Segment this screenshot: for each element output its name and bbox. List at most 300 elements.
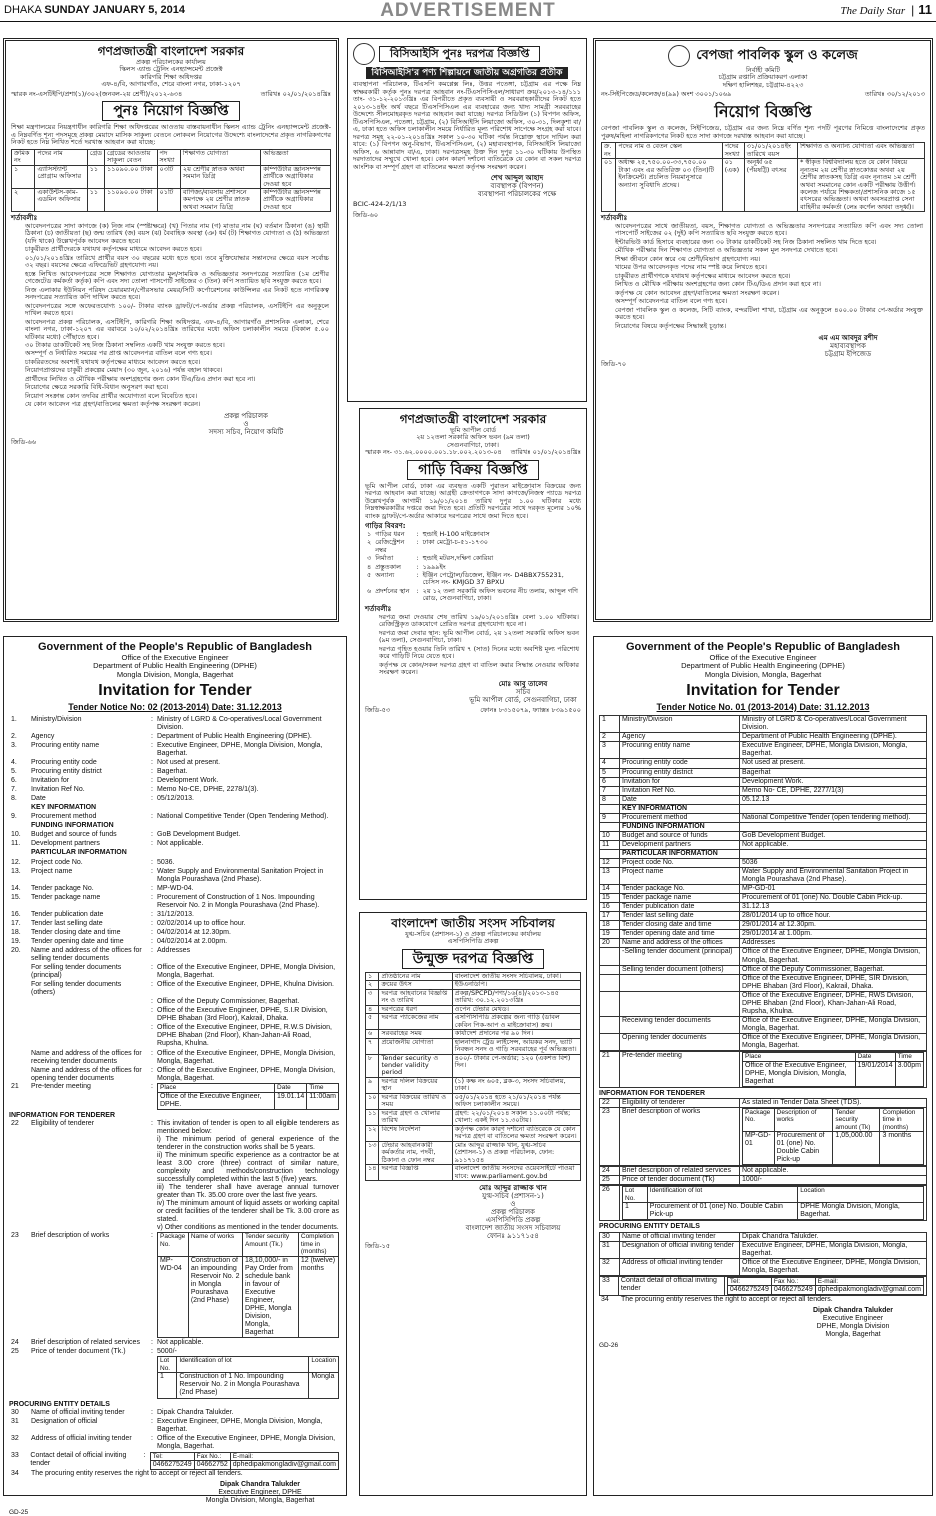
ad1-condition-text: আবেদনপত্রের সঙ্গে অফেরতযোগ্য ১০০/- টাকার ব্যাংক ড্রাফট/পে-অর্ডার প্রকল্প পরিচালক, এসটিইপি এর অনুকূলে দাখিল করতে হবে। bbox=[25, 301, 329, 318]
tl-brief: 23 Brief description of works : Package No. Name of works Tender security Amount (Tk.) Completion time in (months) MP-WD-04 Construction of an impounding Reservoir No. 2 in Mongla Pourashava (2nd Phase) 18,10,000/- in Pay Order from schedule bank in favour of Executive Engineer, DPHE, Mongla Division, Mongla, Bagerhat 12 (twelve) months bbox=[9, 1232, 341, 1338]
masthead bbox=[0, 0, 936, 22]
ad4-sign-project: এসপিসিপিডি প্রকল্প bbox=[485, 1216, 541, 1225]
tl-row-cell: For selling tender documents (principal) bbox=[31, 964, 122, 980]
tr-row bbox=[600, 804, 927, 813]
tl-lot-header: Identification of lot bbox=[177, 1357, 309, 1373]
ad5-condition-text: লিখিত ও মৌখিক পরীক্ষায় অংশগ্রহণের জন্য কোন টিএ/ডিএ প্রদান করা হবে না। bbox=[615, 280, 821, 289]
tl-final-text: The procuring entity reserves the right to accept or reject all tenders. bbox=[31, 1470, 243, 1478]
tl-notice: Tender Notice No: 02 (2013-2014) Date: 31.12.2013 bbox=[68, 701, 282, 712]
tl-row2-cell: 25 bbox=[11, 1347, 19, 1355]
tl-row-cell: 20. bbox=[11, 946, 21, 954]
ad3-conditions-title: শর্তাবলীঃ bbox=[365, 605, 392, 614]
colon: : bbox=[151, 1066, 153, 1074]
ad4-row-cell: ৮ bbox=[366, 1054, 379, 1077]
tl-row bbox=[9, 822, 341, 831]
ad3-detail-row bbox=[365, 555, 581, 563]
ad3-detail-row-cell: নির্মাতা bbox=[375, 554, 394, 563]
ad1-cell: ১১০৯০.০০ টাকা bbox=[104, 188, 157, 211]
ad4-row-cell: প্রয়োজনীয় যোগ্যতা bbox=[379, 1038, 452, 1054]
tl-row bbox=[9, 867, 341, 884]
ad4-row-cell: দরপত্র বিক্রয়ের তারিখ ও সময় bbox=[379, 1093, 452, 1109]
tl-row-cell bbox=[9, 998, 29, 1007]
ad2-sign-role: ব্যবস্থাপক (বিপণন) bbox=[490, 182, 544, 191]
ad4-row-cell: Tender security ও tender validity period bbox=[379, 1054, 452, 1077]
tr-final bbox=[599, 1296, 927, 1304]
ad5-cell: ০১ bbox=[602, 159, 616, 212]
tl-eligibility-item: v) Other conditions as mentioned in the tender documents. bbox=[157, 1224, 339, 1232]
ad1-table-row bbox=[12, 165, 331, 188]
tr-pre-date: 19/01/2014 bbox=[855, 1061, 895, 1086]
tl-sign-name: Dipak Chandra Talukder bbox=[219, 1481, 300, 1489]
tr-row-cell bbox=[600, 804, 620, 813]
colon: : bbox=[151, 946, 153, 954]
tr-row2-cell: 24 bbox=[600, 1167, 620, 1176]
tr-row-cell: Tender package No. bbox=[620, 885, 740, 894]
tr-row-cell: Selling tender document (others) bbox=[620, 965, 740, 974]
tl-row-cell: Office of the Executive Engineer, DPHE, Khulna Division. bbox=[157, 981, 334, 989]
ad1-cell: ২ bbox=[12, 188, 35, 211]
ad4-sign-name: মোঃ আব্দুর রাজ্জাক খান bbox=[479, 1184, 547, 1193]
tr-brief-header: Completion time in (months) bbox=[880, 1108, 924, 1131]
tr-row-cell: Department of Public Health Engineering (DPHE). bbox=[740, 733, 927, 742]
tl-row-cell: Tender publication date bbox=[31, 910, 104, 918]
tr-row-cell: 17 bbox=[600, 912, 620, 921]
tl-row-cell: Tender last selling date bbox=[31, 919, 103, 927]
ad1-table bbox=[11, 149, 331, 213]
colon: : bbox=[151, 998, 153, 1006]
tl-brief-label: Brief description of works bbox=[31, 1232, 110, 1240]
tl-row-cell: Agency bbox=[31, 732, 55, 740]
tl-lot-header: Location bbox=[309, 1357, 339, 1373]
ad5-col-header: ৩১/০১/২০১৪ইং তারিখে বয়স bbox=[744, 143, 797, 159]
tr-row bbox=[600, 1016, 927, 1033]
ad1-cell: ০১টি bbox=[157, 188, 180, 211]
tr-row bbox=[600, 831, 927, 840]
tr-row bbox=[600, 991, 927, 1016]
tr-row-cell: FUNDING INFORMATION bbox=[620, 822, 740, 831]
tl-row-cell: Budget and source of funds bbox=[31, 831, 117, 839]
ad5-condition-text: খামের উপর আবেদনকৃত পদের নাম স্পষ্ট করে লিখতে হবে। bbox=[615, 263, 767, 272]
ad1-memo-date: তারিখঃ ০২/০১/২০১৪খ্রিঃ bbox=[260, 89, 331, 98]
ad1-condition bbox=[11, 222, 331, 245]
tl-row bbox=[9, 732, 341, 741]
colon: : bbox=[151, 831, 153, 839]
tr-row-cell: PARTICULAR INFORMATION bbox=[620, 849, 740, 858]
tl-row-cell: 2. bbox=[11, 732, 17, 740]
ad1-condition-text: প্রার্থীদের লিখিত ও মৌখিক পরীক্ষায় অংশগ্রহণের জন্য কোন টিএ/ডিএ প্রদান করা হবে না। bbox=[25, 374, 256, 383]
colon: : bbox=[151, 1435, 153, 1443]
ad1-cell: এ্যাসিস্ট্যান্ট প্রোগ্রাম অফিসার bbox=[35, 165, 87, 188]
tl-row-cell: 02/02/2014 up to office hour. bbox=[157, 919, 246, 927]
ad3-code: জিডি-৫৩ bbox=[365, 706, 391, 715]
ad1-sub3: কারিগরি শিক্ষা অধিদপ্তর bbox=[139, 72, 203, 81]
tl-eligibility-item: i) The minimum period of general experience of the tenderer in the construction works shall be 5 years. bbox=[157, 1135, 339, 1151]
tl-row3 bbox=[9, 1409, 341, 1418]
tl-eligibility-item: This invitation of tender is open to all eligible tenderers as mentioned below: bbox=[157, 1119, 339, 1135]
ad4-table bbox=[365, 972, 581, 1181]
ad1-heading: পুনঃ নিয়োগ বিজ্ঞপ্তি bbox=[102, 101, 239, 121]
tl-row-cell: 04/02/2014 at 12.30pm. bbox=[157, 928, 231, 936]
ad4-code: জিডি-১৫ bbox=[365, 1242, 391, 1251]
tr-row-cell: Procurement method bbox=[620, 813, 740, 822]
ad4-row-cell: দরপত্র আহবানের বিজ্ঞপ্তি নং ও তারিখ bbox=[379, 989, 452, 1005]
tr-row3 bbox=[600, 1241, 927, 1258]
ad4-row bbox=[366, 1014, 581, 1030]
tl-brief-cell: 18,10,000/- in Pay Order from schedule bank in favour of Executive Engineer, DPHE, Mongla Division, Mongla, Bagerhat bbox=[243, 1256, 299, 1337]
tr-elig-text: As stated in Tender Data Sheet (TDS). bbox=[740, 1098, 927, 1107]
ad1-condition-text: নিয়োগ সংক্রান্ত কোন তদবির প্রার্থীর অযোগ্যতা বলে বিবেচিত হবে। bbox=[25, 391, 198, 400]
tr-row3-cell: Executive Engineer, DPHE, Mongla Division, Mongla, Bagerhat. bbox=[740, 1241, 927, 1258]
tl-brief-cell: MP-WD-04 bbox=[158, 1256, 189, 1337]
ad1-conditions bbox=[11, 222, 331, 409]
tl-row-cell: Ministry of LGRD & Co-operatives/Local Government Division. bbox=[157, 715, 322, 731]
ad5-condition-text: শিক্ষা জীবনে কোন স্তরে ৩য় শ্রেণী/বিভাগ গ্রহণযোগ্য নয়। bbox=[615, 254, 761, 263]
tr-sign-name: Dipak Chandra Talukder bbox=[812, 1307, 893, 1315]
tr-row3-cell: 30 bbox=[600, 1232, 620, 1241]
colon: : bbox=[151, 795, 153, 803]
tr-row-cell: Bagerhat bbox=[740, 768, 927, 777]
ad5-code: জিডি-৭০ bbox=[601, 359, 627, 368]
ad2-sign-behalf: ব্যবস্থাপনা পরিচালকের পক্ষে bbox=[477, 190, 557, 199]
ad5-sub3: দক্ষিণ হালিশহর, চট্টগ্রাম-৪২২৩ bbox=[722, 80, 804, 89]
tr-row-cell: Procurement of 01 (one) No. Double Cabin Pick-up. bbox=[740, 894, 927, 903]
ad5-sub1: নির্বাহী কমিটি bbox=[745, 66, 780, 74]
ad3-detail-row-cell: ২ bbox=[367, 538, 372, 547]
ad5-heading: নিয়োগ বিজ্ঞপ্তি bbox=[714, 101, 812, 121]
ad4-title: বাংলাদেশ জাতীয় সংসদ সচিবালয় bbox=[391, 916, 555, 930]
ad4-row-cell: প্রতিষ্ঠানের নাম bbox=[379, 972, 452, 980]
ad3-condition bbox=[365, 613, 581, 629]
colon: : bbox=[151, 758, 153, 766]
ad3-detail-row bbox=[365, 587, 581, 603]
ad5-table-row bbox=[602, 159, 925, 212]
tr-row-cell: Tender publication date bbox=[620, 903, 740, 912]
ad3-memo-line bbox=[365, 449, 581, 456]
ad1-cell: ০৩টি bbox=[157, 165, 180, 188]
colon: : bbox=[151, 884, 153, 892]
tr-row3-cell: Designation of official inviting tender bbox=[620, 1241, 740, 1258]
tl-contact-header: E-mail: bbox=[230, 1452, 338, 1460]
tl-pretender: 21 Pre-tender meeting : Place Date Time Office of the Executive Engineer, DPHE. 19.01.14 11:00am bbox=[9, 1083, 341, 1110]
ad5-condition-text: আবেদনপত্রের সাথে জাতীয়তা, বয়স, শিক্ষাগত যোগ্যতা ও অভিজ্ঞতার সনদপত্রের সত্যায়িত কপি এবং সদ্য তোলা পাসপোর্ট সাইজের ০২ (দুই) কপি সত্যায়িত ছবি সংযুক্ত করতে হবে। bbox=[615, 221, 923, 238]
tr-sign-division: DPHE, Mongla Division bbox=[816, 1323, 890, 1331]
tl-office3: Mongla Division, Mongla, Bagerhat bbox=[116, 669, 234, 679]
tl-row-cell: Development partners bbox=[31, 840, 100, 848]
tr-sign-role: Executive Engineer bbox=[822, 1315, 884, 1323]
tr-brief-cell: Procurement of 01 (one) No. Double Cabin Pick-up bbox=[774, 1132, 833, 1165]
tr-row-cell: Tender last selling date bbox=[620, 912, 740, 921]
ad4-row-cell: বাংলাদেশ জাতীয় সংসদের ওয়েবসাইটে পাওয়া যাবে: www.parliament.gov.bd bbox=[452, 1165, 580, 1181]
ad3-condition-text: দরপত্র জমা দেবার স্থান: ভূমি আপীল বোর্ড, ২য় ১২তলা সরকারি অফিস ভবন (৯ম তলা), সেগুনবাগিচা, ঢাকা। bbox=[379, 628, 579, 645]
ad1-condition-text: নিয়োগের ক্ষেত্রে সরকারি বিধি-বিধান অনুসরণ করা হবে। bbox=[25, 383, 169, 392]
ad3-detail-row-cell: ১৯৯৯ইং bbox=[422, 562, 446, 571]
tl-row-cell: KEY INFORMATION bbox=[31, 804, 97, 812]
tr-contact-cell: dphedipakmongladiv@gmail.com bbox=[815, 1286, 923, 1295]
tr-row-cell: 12 bbox=[600, 859, 620, 868]
tl-row bbox=[9, 964, 341, 981]
tr-row bbox=[600, 768, 927, 777]
tr-row-cell: 29/01/2014 at 1.00pm. bbox=[740, 930, 927, 939]
tr-row-cell: Development partners bbox=[620, 840, 740, 849]
tl-row2-cell: 5000/- bbox=[157, 1347, 177, 1355]
ad3-sub2: ২য় ১২তলা সরকারি অফিস ভবন (৯ম তলা) bbox=[416, 433, 530, 442]
ad1-condition-text: আবেদনপত্রের সাদা কাগজে (ক) নিজ নাম (স্পষ্টাক্ষরে) (খ) পিতার নাম (গ) মাতার নাম (ঘ) বর্তমান ঠিকানা (ঙ) স্থায়ী ঠিকানা (চ) জাতীয়তা (ছ) জন্ম তারিখ (জ) বয়স (ঝ) বৈবাহিক অবস্থা (ঞ) ধর্ম (ট) শিক্ষাগত যোগ্যতা ও (ঠ) অভিজ্ঞতা (যদি থাকে) উল্লেখপূর্বক আবেদন করতে হবে। bbox=[25, 221, 329, 245]
colon: : bbox=[151, 1338, 153, 1346]
tl-contact: 33 Contact detail of official inviting tender : Tel: Fax No.: E-mail: 0466275249 04662752 dphedipakmongladiv@gmail.com bbox=[9, 1452, 341, 1471]
tl-row-cell: Executive Engineer, DPHE, Mongla Division, Mongla, Bagerhat. bbox=[157, 741, 323, 757]
tr-row-cell: 8 bbox=[600, 795, 620, 804]
tl-row bbox=[9, 795, 341, 804]
ad4-sign-and: ও bbox=[510, 1200, 516, 1209]
ad4-row bbox=[366, 1030, 581, 1038]
colon: : bbox=[151, 1418, 153, 1426]
tl-row bbox=[9, 937, 341, 946]
tr-gov: Government of the People's Republic of Bangladesh bbox=[626, 641, 900, 653]
tr-row bbox=[600, 795, 927, 804]
tl-brief-cell: Construction of an impounding Reservoir No. 2 in Mongla Pourashava (2nd Phase) bbox=[188, 1256, 242, 1337]
tl-row-cell: MP-WD-04. bbox=[157, 884, 194, 892]
ad-parliament-tender bbox=[359, 912, 587, 1496]
ad1-sign-and: ও bbox=[243, 420, 249, 429]
ad3-detail-row-cell: ২য় ১২ তলা সরকারি অফিস ভবনের নীচ তলায়, আব্দুল গণি রোড, সেগুনবাগিচা, ঢাকা। bbox=[422, 586, 578, 603]
ad4-sign-phone: ফোনঃ ৯১১৭১৫৪ bbox=[487, 1232, 539, 1241]
tr-row bbox=[600, 777, 927, 786]
tl-contact-cell: 04662752 bbox=[194, 1461, 230, 1470]
ad1-cell: ১১ bbox=[87, 165, 104, 188]
ad1-code: জিডি-৬৬ bbox=[11, 438, 37, 447]
tl-row3-cell: Name of official inviting tender bbox=[31, 1409, 125, 1417]
tr-row bbox=[600, 921, 927, 930]
tl-row-cell: Tender opening date and time bbox=[31, 937, 124, 945]
tr-row3-cell: Office of the Executive Engineer, DPHE, Mongla Division, Mongla, Bagerhat. bbox=[740, 1258, 927, 1275]
tl-row-cell: 10. bbox=[11, 831, 21, 839]
tr-office2: Department of Public Health Engineering (DPHE) bbox=[681, 661, 845, 671]
ad2-body: ব্যবস্থাপনা পরিচালক, টিএসপি কমপ্লেক্স লিঃ, উত্তর পতেঙ্গা, চট্টগ্রাম এর পক্ষে নিম্ন স্বাক্ষরকারী কর্তৃক পুনঃ দরপত্র আহবান নং-টিএসপিসিএল/সাধারণ ক্রয়/২০১৩-১৪/১১১ তাং- ৩১-১২-২০১৩খ্রিঃ এর বিপরীতে প্রকৃত ব্যবসায়ী ও সরবরাহকারীদের নিকট হতে ২০১৩-১৪ইং অর্থ বছরে টিএসপিসিএল এর ব্যবহারের জন্য খাদ্য সামগ্রী সরবরাহের উদ্দেশ্যে সীলমোহরকৃত দরপত্র আহবান করা যাচ্ছে। দরপত্র সিডিউল (১) বিপণন অফিস, টিএসপিসিএল, পতেঙ্গা, চট্টগ্রাম, (২) বিসিআইসি লিয়াজো অফিস, ৩০-৩১, দিলকুশা বা/এ, ঢাকা হতে অফিস চলাকালীন সময়ে নির্ধারিত মূল্য পরিশোধ সাপেক্ষে সংগ্রহ করা যাবে। দরপত্র সমূহ ২২-০১-২০১৪খ্রিঃ সকাল ১০-৩০ ঘটিকা পর্যন্ত নিম্নোক্ত স্থানে দাখিল করা যাবে: (১) বিপণন অনু-বিভাগ, টিএসপিসিএল, (২) মহাব্যবস্থাপক, বিসিআইসি লিয়াজো অফিস, ৬ আন্নাবাদ বা/এ, ঢাকা। দরপত্রসমূহ উক্ত দিন দুপুর ১১-৩০ ঘটিকায় উপস্থিত দরদাতাদের সম্মুখে খোলা হবে। কোন কারণ দর্শানো ব্যতিরেকে যে কোন বা সকল দরপত্র আংশিক বা সম্পূর্ণ গ্রহণ বা বাতিলের ক্ষমতা কর্তৃপক্ষ সংরক্ষণ করেন। bbox=[353, 80, 581, 171]
tl-row-cell bbox=[29, 998, 149, 1007]
ad3-detail-row-cell: ইঞ্জিন পেট্রোল/ডিজেল, ইঞ্জিন নং- D4BBX755231, চেসিস নং- KMJGD 37 BPXU bbox=[422, 571, 564, 587]
tr-row-cell: Office of the Executive Engineer, DPHE, SIR Division, DPHE Bhaban (3rd Floor), Kakrail, Dhaka. bbox=[740, 974, 927, 991]
ad4-row-cell: ০৫/০১/২০১৪ হতে ২১/০১/২০১৪ পর্যন্ত অফিস চলাকালীন সময়ে। bbox=[452, 1093, 580, 1109]
tl-row bbox=[9, 840, 341, 849]
tr-row-cell: Development Work. bbox=[740, 777, 927, 786]
tr-row-cell: 6 bbox=[600, 777, 620, 786]
ad1-col-header: শিক্ষাগত যোগ্যতা bbox=[180, 149, 260, 165]
tr-row-cell: 31.12.13 bbox=[740, 903, 927, 912]
tr-final-text: The procuring entity reserves the right to accept or reject all tenders. bbox=[621, 1296, 833, 1304]
masthead-city: DHAKA bbox=[4, 4, 42, 16]
tr-row-cell bbox=[600, 849, 620, 858]
tl-row bbox=[9, 1066, 341, 1083]
ad5-memo: নং-সিইপিজেড/কলেজ/৪(৯৯) অংশ ৩০০১/১০৬৯ bbox=[601, 90, 732, 99]
tr-brief-header: Tender security amount (Tk) bbox=[833, 1108, 880, 1131]
tr-rows2 bbox=[599, 1166, 927, 1185]
ad2-header bbox=[353, 43, 581, 65]
tr-pre-place-h: Place bbox=[743, 1053, 856, 1061]
ad4-row bbox=[366, 1077, 581, 1093]
tl-row bbox=[9, 1049, 341, 1066]
tr-row3-cell: Address of official inviting tender bbox=[620, 1258, 740, 1275]
ad3-condition-text: কর্তৃপক্ষ যে কোন/সকল দরপত্র গ্রহণ বা বাতিল করার সিদ্ধান্ত নেওয়ার অধিকার সংরক্ষণ করেন। bbox=[379, 660, 579, 677]
tr-row3-cell: 32 bbox=[600, 1258, 620, 1275]
tr-row-cell: Office of the Executive Engineer, DPHE, Mongla Division, Mongla, Bagerhat. bbox=[740, 1016, 927, 1033]
colon: : bbox=[416, 562, 419, 571]
tl-brief-cell: 12 (twelve) months bbox=[298, 1256, 338, 1337]
tl-row3-cell: 32 bbox=[11, 1435, 19, 1443]
tl-row bbox=[9, 804, 341, 813]
tl-row-cell: Department of Public Health Engineering (DPHE). bbox=[157, 732, 312, 740]
ad1-col-header: পদের নাম bbox=[35, 149, 87, 165]
tr-row bbox=[600, 742, 927, 759]
ad4-row bbox=[366, 981, 581, 989]
colon: : bbox=[416, 538, 419, 547]
tr-row bbox=[600, 948, 927, 965]
tl-row bbox=[9, 768, 341, 777]
ad5-condition-text: অসম্পূর্ণ আবেদনপত্র বাতিল বলে গণ্য হবে। bbox=[615, 297, 728, 306]
tr-lot-no: 26 bbox=[600, 1186, 620, 1221]
tr-row bbox=[600, 965, 927, 974]
ad1-address: এফ-৪/বি, আগারগাঁও, শেরে বাংলা নগর, ঢাকা-১২০৭ bbox=[101, 80, 241, 89]
ad3-detail-row-cell: প্রস্তুতকাল bbox=[375, 562, 401, 571]
tr-row-cell: 19 bbox=[600, 930, 620, 939]
tl-row3-cell: Executive Engineer, DPHE, Mongla Division, Mongla, Bagerhat. bbox=[157, 1418, 323, 1434]
ad4-row-cell: দরপত্র গ্রহণ ও খোলার তারিখ bbox=[379, 1109, 452, 1125]
tl-row3-cell: Dipak Chandra Talukder. bbox=[157, 1409, 234, 1417]
tl-row-cell: Tender package No. bbox=[31, 884, 94, 892]
tr-row-cell: Invitation for bbox=[620, 777, 740, 786]
tr-elig-label: Eligibility of tenderer bbox=[620, 1098, 740, 1107]
tr-row bbox=[600, 974, 927, 991]
tr-row bbox=[600, 733, 927, 742]
tl-row-cell: Office of the Executive Engineer, DPHE, Mongla Division, Mongla, Bagerhat. bbox=[157, 964, 336, 980]
tr-row-cell: 9 bbox=[600, 813, 620, 822]
ad5-condition bbox=[601, 281, 925, 289]
tl-row-cell: 14. bbox=[11, 884, 21, 892]
ad1-condition-text: আবেদনপত্র প্রকল্প পরিচালক, এসটিইপি, কারিগরি শিক্ষা অধিদপ্তর, এফ-৪/বি, আগারগাঁও প্রশাসনিক এলাকা, শেরে বাংলা নগর, ঢাকা-১২০৭ এর বরাবরে ১০/০২/২০১৪খ্রিঃ তারিখের মধ্যে অফিস চলাকালীন সময়ে (বিকাল ৫.০০ ঘটিকার মধ্যে) পৌঁছাতে হবে। bbox=[25, 317, 329, 341]
tl-row-cell: For selling tender documents (others) bbox=[31, 981, 122, 997]
tl-row bbox=[9, 813, 341, 822]
tl-lot bbox=[9, 1356, 341, 1398]
ad1-condition bbox=[11, 254, 331, 270]
tl-brief-header: Tender security Amount (Tk.) bbox=[243, 1233, 299, 1256]
tl-rows2 bbox=[9, 1338, 341, 1356]
ad4-row-cell: দরপত্র দলিল বিক্রয়ের স্থান bbox=[379, 1077, 452, 1093]
tr-lot-cell: DPHE Mongla Division, Mongla, Bagerhat. bbox=[798, 1203, 924, 1220]
ad4-row bbox=[366, 1038, 581, 1054]
tr-final-no: 34 bbox=[601, 1296, 609, 1304]
ad5-condition-text: নিয়োগের বিষয়ে কর্তৃপক্ষের সিদ্ধান্তই চূড়ান্ত। bbox=[615, 321, 727, 330]
tl-eligibility-item: iv) The minimum amount of liquid assets or working capital or credit facilities of the tenderer shall be Tk. 3.00 crore as stated. bbox=[157, 1200, 339, 1224]
tr-row-cell: Not applicable. bbox=[740, 840, 927, 849]
tl-row2-cell: Brief description of related services bbox=[31, 1338, 140, 1346]
tl-row-cell: 3. bbox=[11, 741, 17, 749]
tl-info-title: INFORMATION FOR TENDERER bbox=[9, 1111, 116, 1119]
ad3-footer bbox=[365, 707, 581, 714]
tl-row-cell: Name and address of the offices for receiving tender documents bbox=[31, 1049, 142, 1065]
ad4-row-cell: বিশেষ নির্দেশনা bbox=[379, 1125, 452, 1141]
tl-row-cell: 19. bbox=[11, 937, 21, 945]
ad1-cell: কম্পিউটার জ্ঞানসম্পন্ন প্রার্থীকে অগ্রাধিকার দেওয়া হবে bbox=[261, 165, 331, 188]
tr-title: Invitation for Tender bbox=[686, 681, 840, 699]
tl-row2-cell: Price of tender document (Tk.) bbox=[31, 1347, 126, 1355]
colon: : bbox=[151, 1409, 153, 1417]
ad4-row-cell: বাংলাদেশ জাতীয় সংসদ সচিবালয়, ঢাকা। bbox=[452, 972, 580, 980]
ad4-row-cell: এসপিসিপিডি প্রকল্পের জন্য গাড়ি (ডাবল কেবিন পিক-আপ ও মাইক্রোবাস) ক্রয়। bbox=[452, 1014, 580, 1030]
ad1-condition bbox=[11, 286, 331, 302]
tr-row-cell: Opening tender documents bbox=[620, 1033, 740, 1050]
tl-contact-header: Tel: bbox=[150, 1452, 194, 1460]
ad4-row-cell: দরপত্র প্যাকেজের নাম bbox=[379, 1014, 452, 1030]
tl-row-cell: Name and address of the offices for selling tender documents bbox=[31, 946, 142, 963]
ad2-signature bbox=[453, 174, 581, 198]
ad3-conditions bbox=[365, 613, 581, 677]
tl-row bbox=[9, 715, 341, 732]
tl-row-cell: Not applicable. bbox=[157, 840, 204, 848]
ad1-col-header: পদ সংখ্যা bbox=[157, 149, 180, 165]
tr-notice: Tender Notice No. 01 (2013-2014) Date: 31.12.2013 bbox=[656, 701, 870, 712]
tl-row bbox=[9, 777, 341, 786]
ad5-header bbox=[601, 45, 925, 67]
ad3-detail-row-cell: প্রদর্শনের স্থান bbox=[375, 586, 410, 595]
tr-row2-cell: 25 bbox=[600, 1176, 620, 1185]
tl-row bbox=[9, 831, 341, 840]
ad1-sub1: প্রকল্প পরিচালকের কার্যালয় bbox=[136, 57, 206, 66]
ad1-table-row bbox=[12, 188, 331, 211]
bcic-logo-icon bbox=[353, 43, 375, 65]
ad1-condition-text: চাকুরীরত প্রার্থীদেরকে যথাযথ কর্তৃপক্ষের মাধ্যমে আবেদন করতে হবে। bbox=[25, 245, 202, 254]
colon: : bbox=[151, 768, 153, 776]
ad4-row-cell: হালনাগাদ ট্রেড লাইসেন্স, আয়কর সনদ, ভ্যাট নিবন্ধন সনদ ও গাড়ি সরবরাহের পূর্ব অভিজ্ঞতা। bbox=[452, 1038, 580, 1054]
ad5-sign-office: চট্টগ্রাম ইপিজেড bbox=[824, 349, 872, 358]
tr-row-cell: Date bbox=[620, 795, 740, 804]
tl-contact-no: 33 bbox=[11, 1451, 19, 1459]
ad1-memo-line bbox=[11, 91, 331, 98]
ad3-detail-row-cell: হুন্ডাই H-100 মাইক্রোবাস bbox=[422, 529, 490, 538]
ad1-condition bbox=[11, 401, 331, 409]
tr-row-cell: 29/01/2014 at 12.30pm. bbox=[740, 921, 927, 930]
ad1-condition bbox=[11, 318, 331, 341]
ad4-row-cell: ২ bbox=[366, 981, 379, 989]
ad5-cell: ০১ (এক) bbox=[722, 159, 744, 212]
ad2-tagline: বিসিআইসি'র পণ্য শিল্পায়নে জাতীয় অগ্রগতির প্রতীক bbox=[366, 67, 569, 79]
tr-row3 bbox=[600, 1258, 927, 1275]
tl-row bbox=[9, 919, 341, 928]
ad-tender-left bbox=[3, 636, 347, 1516]
tr-row bbox=[600, 849, 927, 858]
colon: : bbox=[151, 840, 153, 848]
ad3-sign-role: সচিব bbox=[515, 688, 531, 697]
colon: : bbox=[151, 732, 153, 740]
ad4-signature bbox=[445, 1184, 581, 1240]
ad5-condition bbox=[601, 264, 925, 272]
tr-row-cell: -Selling tender document (principal) bbox=[620, 948, 740, 965]
tl-row3 bbox=[9, 1418, 341, 1435]
tl-office2: Department of Public Health Engineering (DPHE) bbox=[93, 661, 257, 671]
tr-row-cell bbox=[740, 849, 927, 858]
tl-row-cell: Tender closing date and time bbox=[31, 928, 121, 936]
tr-row bbox=[600, 885, 927, 894]
colon: : bbox=[151, 741, 153, 749]
tl-row-cell: Development Work. bbox=[157, 777, 219, 785]
tl-row-cell: 5. bbox=[11, 768, 17, 776]
tl-brief-header: Name of works bbox=[188, 1233, 242, 1256]
tl-row-cell: Procuring entity district bbox=[31, 768, 102, 776]
tr-row-cell: Project name bbox=[620, 868, 740, 885]
ad3-details bbox=[365, 530, 581, 603]
tr-pretender bbox=[599, 1051, 927, 1088]
tl-signature bbox=[179, 1481, 341, 1505]
tl-row-cell: National Competitive Tender (Open Tendering Method). bbox=[157, 813, 329, 821]
tl-row bbox=[9, 858, 341, 867]
